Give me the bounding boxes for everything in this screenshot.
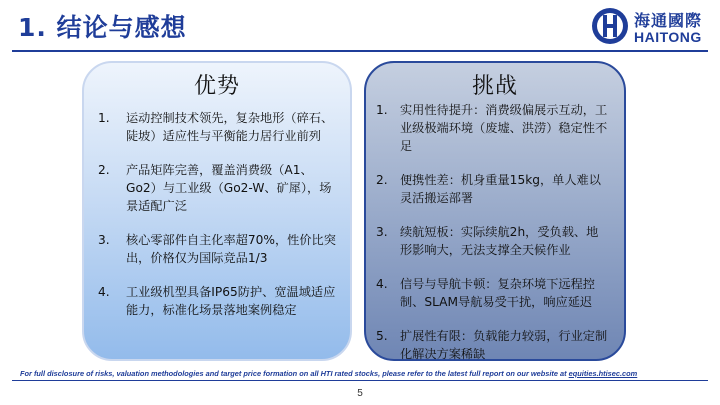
item-text: 扩展性有限：负载能力较弱，行业定制化解决方案稀缺 (400, 329, 608, 361)
disclaimer-body: For full disclosure of risks, valuation methodologies and target price formation on all HTI rated stocks, please refer to the latest full report on our website at (20, 369, 569, 378)
page-number: 5 (357, 388, 363, 399)
item-number: 2. (98, 163, 110, 177)
item-number: 4. (98, 285, 110, 299)
item-number: 3. (376, 225, 388, 239)
challenges-panel (364, 61, 626, 361)
advantage-item (98, 231, 336, 267)
header-divider (12, 50, 708, 52)
disclaimer-text (20, 369, 637, 378)
item-text: 信号与导航卡顿：复杂环境下远程控制、SLAM导航易受干扰，响应延迟 (400, 277, 595, 309)
advantages-title: 优势 (193, 74, 240, 99)
advantage-item (98, 109, 336, 145)
advantages-list (98, 109, 336, 335)
challenge-item (376, 171, 610, 207)
item-number: 2. (376, 173, 388, 187)
item-text: 工业级机型具备IP65防护、宽温域适应能力，标准化场景落地案例稳定 (126, 285, 336, 317)
page-title: 1. 结论与感想 (18, 13, 187, 42)
haitong-logo (590, 6, 710, 50)
item-number: 4. (376, 277, 388, 291)
item-text: 运动控制技术领先，复杂地形（碎石、陡坡）适应性与平衡能力居行业前列 (126, 111, 334, 143)
item-text: 核心零部件自主化率超70%，性价比突出，价格仅为国际竞品1/3 (126, 233, 336, 265)
logo-chinese-text: 海通國際 (634, 11, 703, 30)
advantages-panel (82, 61, 352, 361)
item-number: 5. (376, 329, 388, 343)
challenge-item (376, 275, 610, 311)
advantage-item (98, 283, 336, 319)
item-number: 1. (376, 103, 388, 117)
footer-divider (12, 380, 708, 381)
item-number: 1. (98, 111, 110, 125)
item-text: 实用性待提升：消费级偏展示互动，工业级极端环境（废墟、洪涝）稳定性不足 (400, 103, 608, 153)
item-text: 续航短板：实际续航2h，受负载、地形影响大，无法支撑全天候作业 (400, 225, 599, 257)
challenge-item (376, 327, 610, 363)
haitong-emblem-icon (590, 6, 630, 46)
item-number: 3. (98, 233, 110, 247)
item-text: 便携性差：机身重量15kg，单人难以灵活搬运部署 (400, 173, 601, 205)
website-link[interactable]: equities.htisec.com (568, 369, 638, 378)
advantage-item (98, 161, 336, 215)
challenges-title: 挑战 (471, 74, 518, 99)
challenge-item (376, 223, 610, 259)
challenges-list (376, 101, 610, 379)
challenge-item (376, 101, 610, 155)
item-text: 产品矩阵完善，覆盖消费级（A1、Go2）与工业级（Go2-W、矿犀），场景适配广泛 (126, 163, 332, 213)
logo-english-text: HAITONG (634, 29, 702, 45)
